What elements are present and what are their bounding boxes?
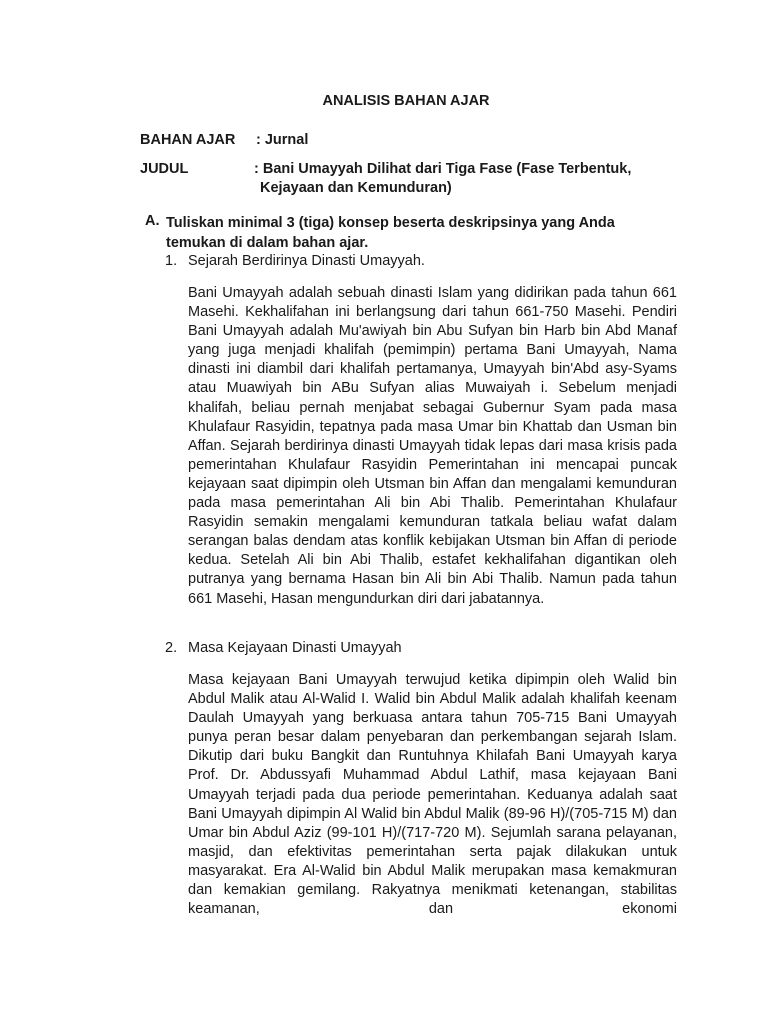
item-2-title: Masa Kejayaan Dinasti Umayyah [188,640,402,656]
item-2-number: 2. [165,640,178,656]
item-1-title: Sejarah Berdirinya Dinasti Umayyah. [188,253,425,269]
judul-label: JUDUL [140,161,189,177]
document-title: ANALISIS BAHAN AJAR [322,93,490,109]
item-2-paragraph: Masa kejayaan Bani Umayyah terwujud ketika dipimpin oleh Walid bin Abdul Malik atau Al-Walid I. Walid bin Abdul Malik adalah khalifah keenam Daulah Umayyah yang berkuasa antara tahun 705-715 Bani Umayyah punya peran besar dalam penyebaran dan perkembangan sejarah Islam. Dikutip dari buku Bangkit dan Runtuhnya Khilafah Bani Umayyah karya Prof. Dr. Abdussyafi Muhammad Abdul Lathif, masa kejayaan Bani Umayyah terjadi pada dua periode pemerintahan. Keduanya adalah saat Bani Umayyah dipimpin Al Walid bin Abdul Malik (89-96 H)/(705-715 M) dan Umar bin Abdul Aziz (99-101 H)/(717-720 M). Sejumlah sarana pelayanan, masjid, dan efektivitas pemerintahan serta pajak dilakukan untuk masyarakat. Era Al-Walid bin Abdul Malik merupakan masa kemakmuran dan kemakian gemilang. Rakyatnya menikmati ketenangan, stabilitas keamanan, dan ekonomi [188,672,677,918]
section-a-instruction: Tuliskan minimal 3 (tiga) konsep beserta deskripsinya yang Anda temukan di dalam bahan ajar. [166,215,615,251]
section-a-marker: A. [145,213,160,229]
judul-value-line1: : Bani Umayyah Dilihat dari Tiga Fase (Fase Terbentuk, [254,161,632,177]
item-1-paragraph: Bani Umayyah adalah sebuah dinasti Islam yang didirikan pada tahun 661 Masehi. Kekhalifahan ini berlangsung dari tahun 661-750 Masehi. Pendiri Bani Umayyah adalah Mu'awiyah bin Abu Sufyan bin Harb bin Abd Manaf yang juga menjadi khalifah (pemimpin) pertama Bani Umayyah, Nama dinasti ini diambil dari khalifah pertamanya, Umayyah bin'Abd asy-Syams atau Muawiyah bin ABu Sufyan alias Muwaiyah i. Sebelum menjadi khalifah, beliau pernah menjabat sebagai Gubernur Syam pada masa Khulafaur Rasyidin, tepatnya pada masa Umar bin Khattab dan Usman bin Affan. Sejarah berdirinya dinasti Umayyah tidak lepas dari masa krisis pada pemerintahan Khulafaur Rasyidin Pemerintahan ini mencapai puncak kejayaan saat dipimpin oleh Utsman bin Affan dan mengalami kemunduran pada masa pemerintahan Ali bin Abi Thalib. Pemerintahan Khulafaur Rasyidin semakin mengalami kemunduran tatkala beliau wafat dalam serangan balas dendam atas konflik kebijakan Utsman bin Affan di periode kedua. Setelah Ali bin Abi Thalib, estafet kekhalifahan digantikan oleh putranya yang bernama Hasan bin Ali bin Abi Thalib. Namun pada tahun 661 Masehi, Hasan mengundurkan diri dari jabatannya. [188,285,677,607]
item-1-number: 1. [165,253,178,269]
bahan-ajar-value: : Jurnal [256,132,309,148]
judul-value-line2: Kejayaan dan Kemunduran) [260,180,452,196]
bahan-ajar-label: BAHAN AJAR [140,132,236,148]
